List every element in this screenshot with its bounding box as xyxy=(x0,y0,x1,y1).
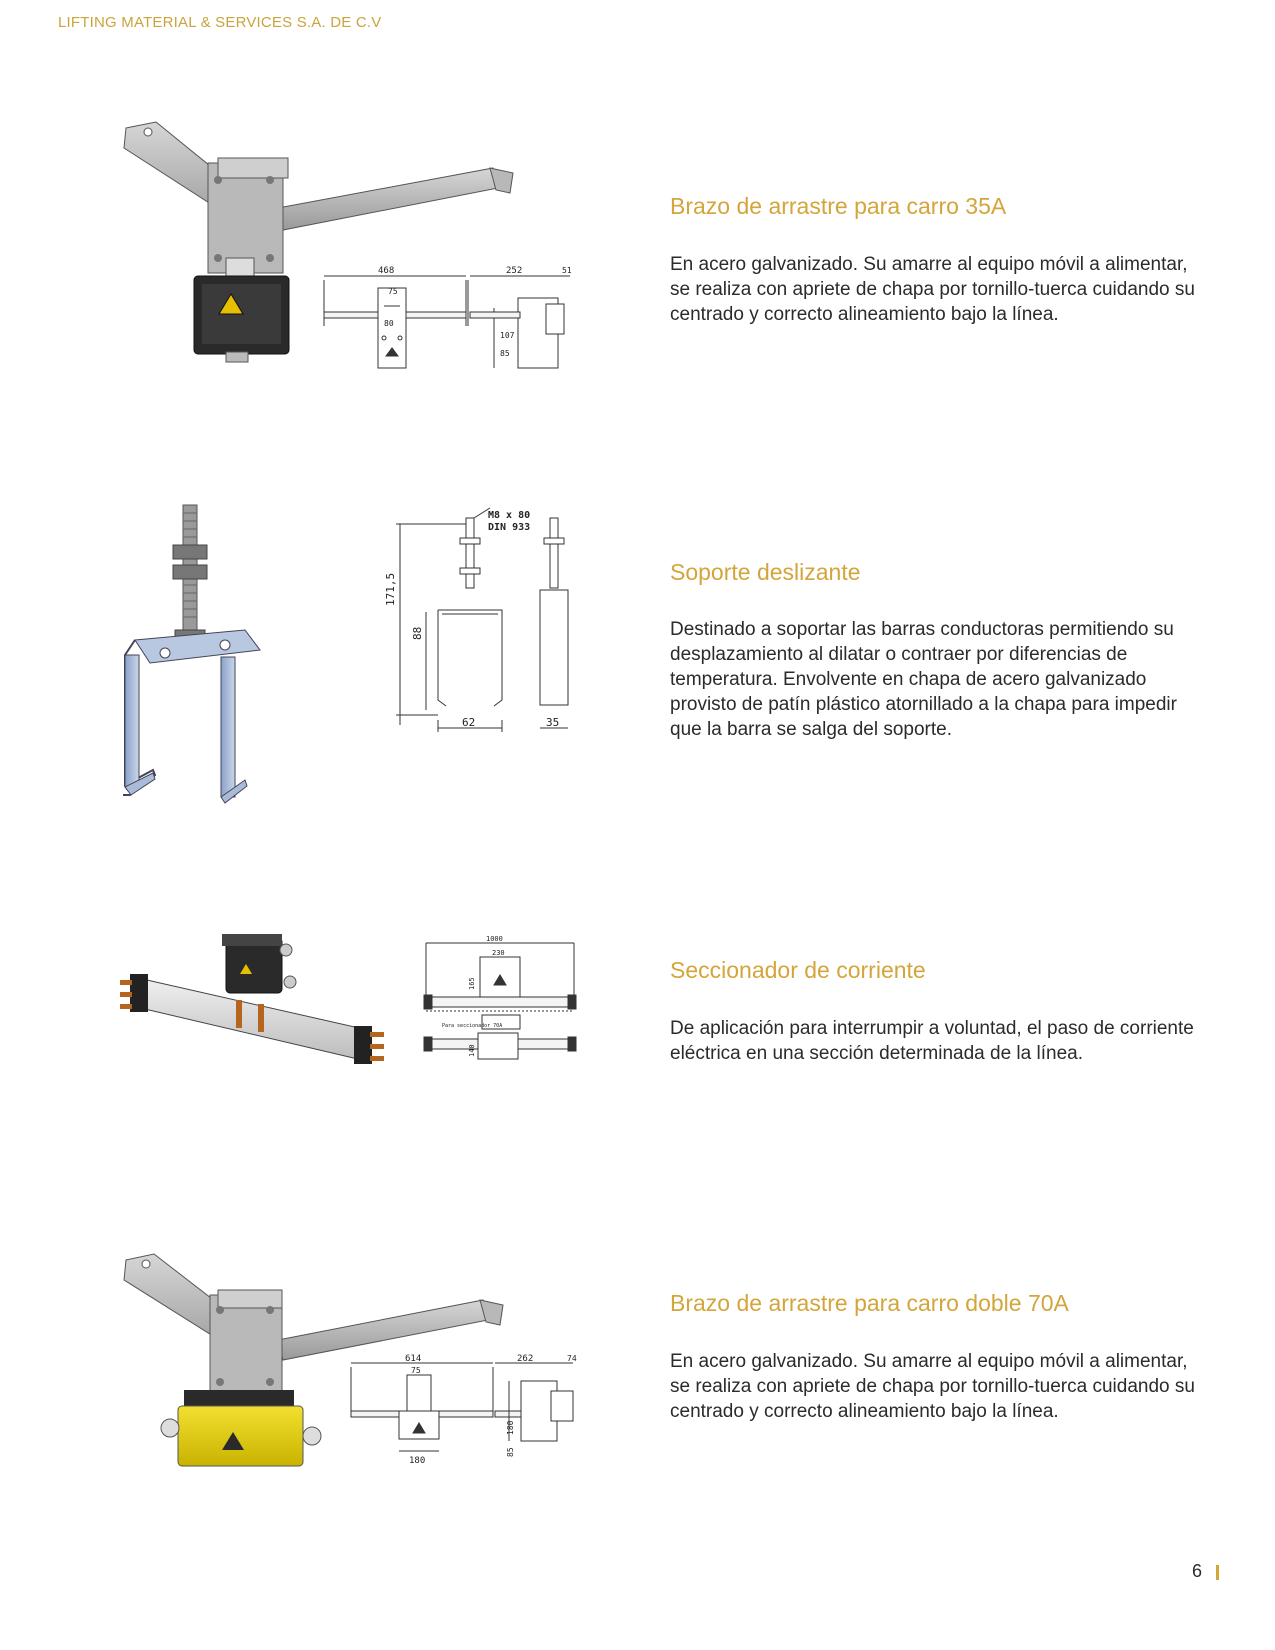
product-description: Destinado a soportar las barras conductoras permitiendo su desplazamiento al dilatar o contraer por diferencias de temperatura. Envolvente en chapa de acero galvanizado provisto de patín plástico atornillado a la chapa para impedir que la barra se salga del soporte. xyxy=(670,619,1177,740)
page-marker-bar xyxy=(1216,1565,1219,1580)
page-number: 6 xyxy=(1192,1561,1203,1581)
dim-88: 88 xyxy=(411,626,424,640)
product-title: Brazo de arrastre para carro 35A xyxy=(670,193,1007,219)
dim-74: 74 xyxy=(567,1354,577,1363)
dim-140: 140 xyxy=(468,1044,476,1057)
dim-614: 614 xyxy=(405,1354,422,1364)
seccionador-render xyxy=(118,930,418,1080)
dim-107: 107 xyxy=(500,331,515,340)
product-title: Seccionador de corriente xyxy=(670,957,926,983)
dim-180-side: 180 xyxy=(506,1420,515,1435)
soporte-drawing xyxy=(384,510,590,740)
dim-85: 85 xyxy=(506,1447,515,1457)
dim-165: 165 xyxy=(468,977,476,990)
dim-230: 230 xyxy=(492,949,505,957)
product-description: En acero galvanizado. Su amarre al equipo móvil a alimentar, se realiza con apriete de chapa por tornillo-tuerca cuidando su centrado y correcto alineamiento bajo la línea. xyxy=(670,254,1195,325)
dim-262: 262 xyxy=(517,1354,534,1364)
dim-180-bottom: 180 xyxy=(409,1456,426,1466)
brazo-35a-drawing xyxy=(318,268,590,388)
dim-1000: 1000 xyxy=(486,935,503,943)
product-title: Brazo de arrastre para carro doble 70A xyxy=(670,1290,1069,1316)
dim-para-seccionador: Para seccionador 70A xyxy=(442,1023,503,1029)
soporte-render xyxy=(125,505,275,825)
dim-252: 252 xyxy=(506,266,523,276)
dim-80: 80 xyxy=(384,319,394,328)
dim-468: 468 xyxy=(378,266,395,276)
company-header: LIFTING MATERIAL & SERVICES S.A. DE C.V xyxy=(58,14,382,31)
seccionador-drawing xyxy=(422,935,594,1070)
product-description: De aplicación para interrumpir a voluntad, el paso de corriente eléctrica en una sección determinada de la línea. xyxy=(670,1018,1194,1064)
dim-85: 85 xyxy=(500,349,510,358)
dim-171-5: 171,5 xyxy=(384,572,397,606)
dim-m8x80: M8 x 80 xyxy=(488,510,531,521)
dim-75: 75 xyxy=(388,287,398,296)
brazo-70a-drawing xyxy=(345,1355,595,1480)
dim-din933: DIN 933 xyxy=(488,522,531,533)
dim-51: 51 xyxy=(562,266,572,275)
dim-35: 35 xyxy=(546,716,560,729)
product-title: Soporte deslizante xyxy=(670,559,861,585)
dim-62: 62 xyxy=(462,716,476,729)
product-description: En acero galvanizado. Su amarre al equipo móvil a alimentar, se realiza con apriete de chapa por tornillo-tuerca cuidando su centrado y correcto alineamiento bajo la línea. xyxy=(670,1351,1195,1422)
dim-75: 75 xyxy=(411,1366,421,1375)
